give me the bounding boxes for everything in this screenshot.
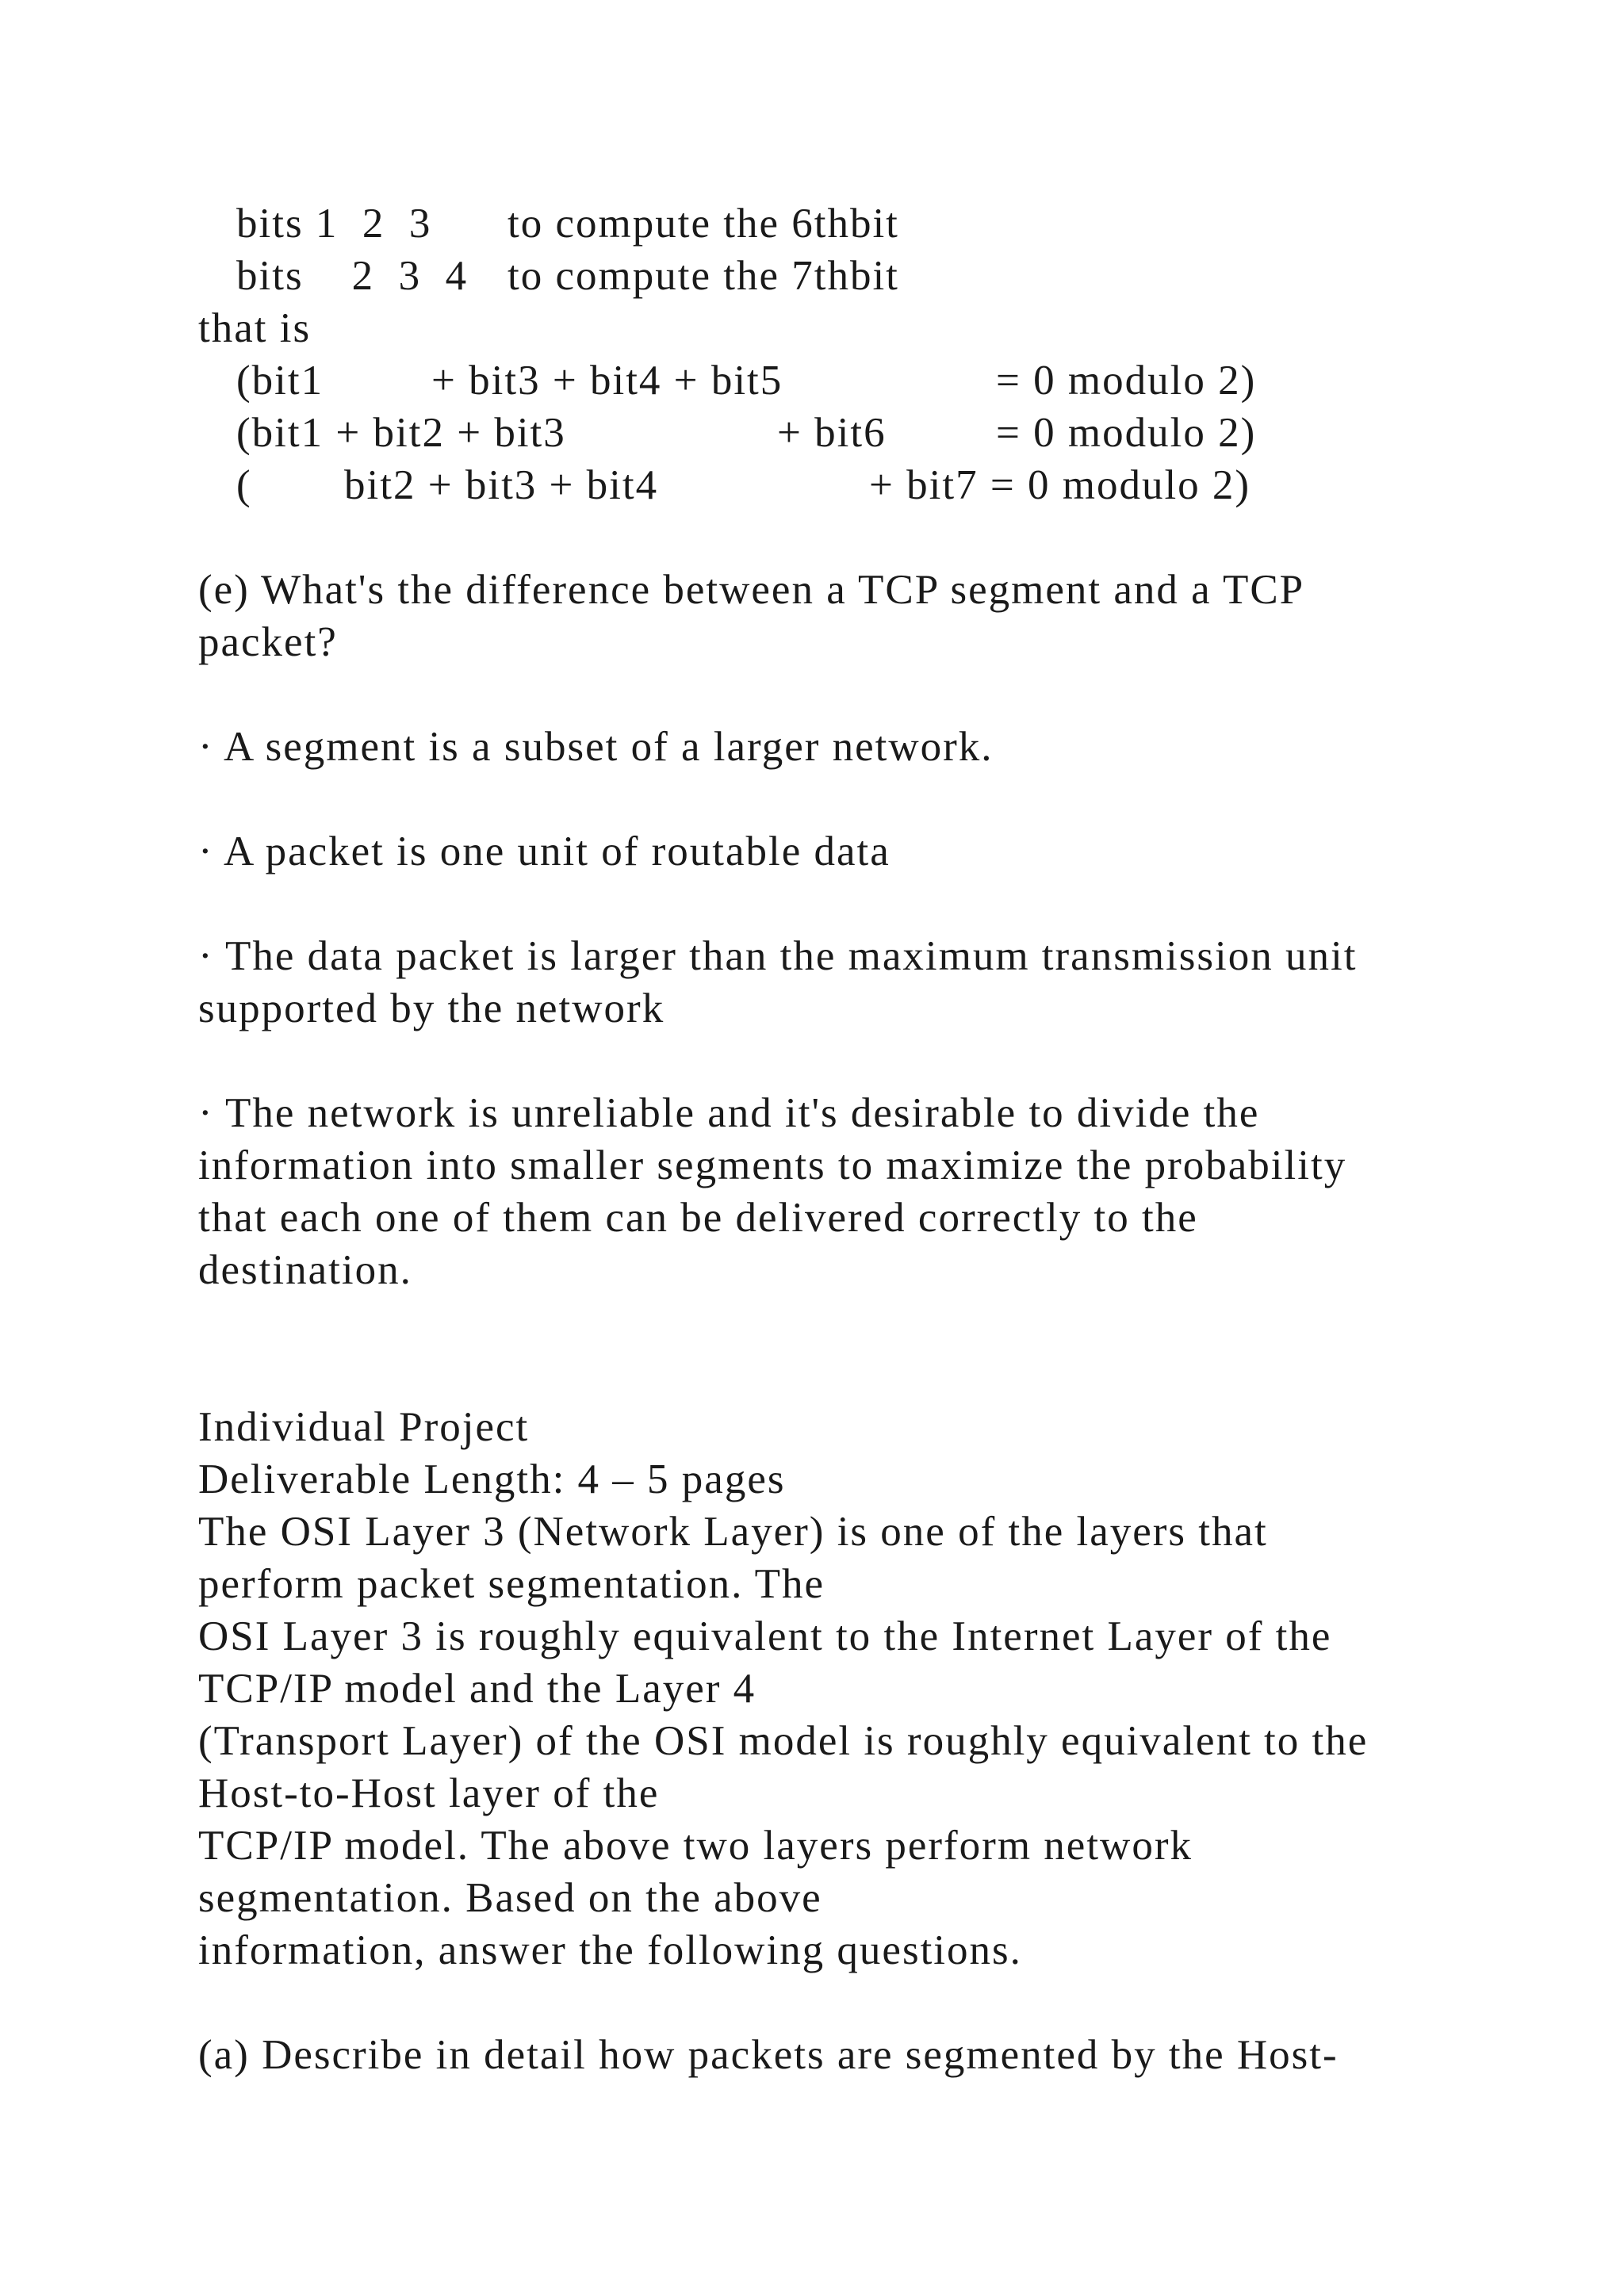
project-paragraph-line-2: perform packet segmentation. The bbox=[198, 1561, 825, 1607]
bullet-mtu-line-2: supported by the network bbox=[198, 985, 665, 1031]
project-deliverable-length: Deliverable Length: 4 – 5 pages bbox=[198, 1456, 786, 1502]
project-paragraph-line-1: The OSI Layer 3 (Network Layer) is one of the layers that bbox=[198, 1509, 1268, 1555]
bullet-segment: · A segment is a subset of a larger network. bbox=[198, 724, 994, 770]
project-paragraph-line-3: OSI Layer 3 is roughly equivalent to the Internet Layer of the bbox=[198, 1613, 1332, 1659]
equation-1-part-c: = 0 modulo 2) bbox=[996, 358, 1257, 404]
bullet-unreliable-line-3: that each one of them can be delivered correctly to the bbox=[198, 1195, 1198, 1241]
question-e-line-2: packet? bbox=[198, 619, 338, 665]
equation-2-part-b: + bit6 bbox=[777, 410, 887, 456]
project-paragraph-line-5: (Transport Layer) of the OSI model is roughly equivalent to the bbox=[198, 1718, 1369, 1764]
parity-line-1-bits: bits 1 2 3 bbox=[236, 201, 432, 247]
bullet-unreliable-line-1: · The network is unreliable and it's desirable to divide the bbox=[198, 1090, 1260, 1136]
bullet-unreliable-line-2: information into smaller segments to maximize the probability bbox=[198, 1142, 1347, 1188]
parity-line-2-bits: bits 2 3 4 bbox=[236, 253, 469, 299]
parity-line-1-text: to compute the 6thbit bbox=[508, 201, 899, 247]
parity-line-2-text: to compute the 7thbit bbox=[508, 253, 899, 299]
that-is-label: that is bbox=[198, 305, 312, 351]
equation-3-part-c: + bit7 = 0 modulo 2) bbox=[869, 462, 1251, 508]
question-e-line-1: (e) What's the difference between a TCP segment and a TCP bbox=[198, 567, 1305, 613]
equation-2-part-c: = 0 modulo 2) bbox=[996, 410, 1257, 456]
equation-3-part-a: ( bbox=[236, 462, 252, 508]
project-paragraph-line-8: segmentation. Based on the above bbox=[198, 1875, 822, 1921]
equation-1-part-b: + bit3 + bit4 + bit5 bbox=[431, 358, 783, 404]
bullet-packet: · A packet is one unit of routable data bbox=[198, 828, 891, 874]
equation-1-part-a: (bit1 bbox=[236, 358, 324, 404]
project-paragraph-line-9: information, answer the following questions. bbox=[198, 1927, 1022, 1973]
equation-3-part-b: bit2 + bit3 + bit4 bbox=[344, 462, 659, 508]
question-a-line-1: (a) Describe in detail how packets are segmented by the Host- bbox=[198, 2032, 1339, 2078]
bullet-mtu-line-1: · The data packet is larger than the maximum transmission unit bbox=[198, 933, 1358, 979]
project-heading: Individual Project bbox=[198, 1404, 530, 1450]
bullet-unreliable-line-4: destination. bbox=[198, 1247, 412, 1293]
project-paragraph-line-6: Host-to-Host layer of the bbox=[198, 1770, 660, 1816]
project-paragraph-line-7: TCP/IP model. The above two layers perform network bbox=[198, 1823, 1193, 1869]
equation-2-part-a: (bit1 + bit2 + bit3 bbox=[236, 410, 566, 456]
project-paragraph-line-4: TCP/IP model and the Layer 4 bbox=[198, 1666, 756, 1712]
